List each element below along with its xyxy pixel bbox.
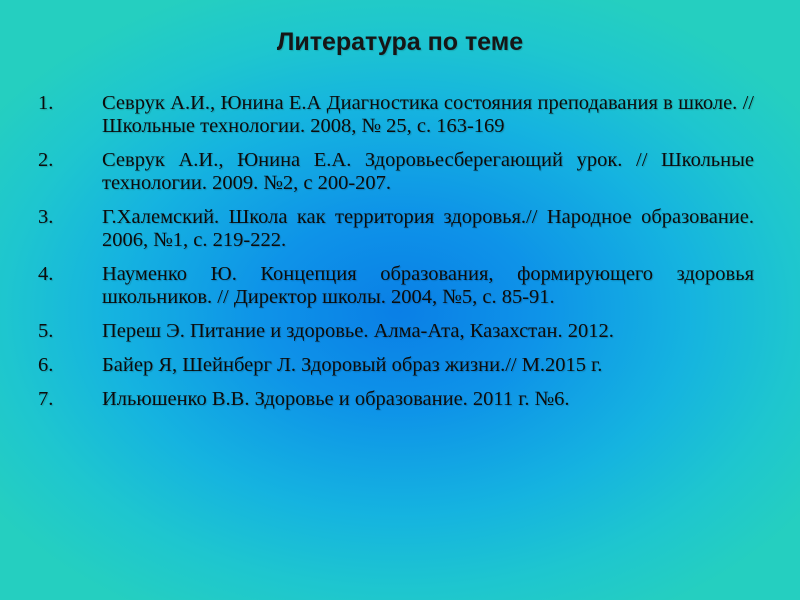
list-item (38, 263, 754, 309)
list-item-number: 1. (38, 92, 54, 114)
list-item (38, 320, 754, 343)
list-item-number: 3. (38, 206, 54, 228)
list-item-number: 2. (38, 149, 54, 171)
list-item-text: Науменко Ю. Концепция образования, формирующего здоровья школьников. // Директор школы. 2004, №5, с. 85-91. (102, 263, 754, 308)
list-item (38, 354, 754, 377)
list-item-number: 6. (38, 354, 54, 376)
list-item-text: Переш Э. Питание и здоровье. Алма-Ата, Казахстан. 2012. (102, 320, 614, 342)
list-item (38, 388, 754, 411)
list-item-text: Ильюшенко В.В. Здоровье и образование. 2011 г. №6. (102, 388, 570, 410)
list-item-number: 7. (38, 388, 54, 410)
list-item-text: Байер Я, Шейнберг Л. Здоровый образ жизни.// М.2015 г. (102, 354, 603, 376)
list-item (38, 92, 754, 138)
list-item-text: Севрук А.И., Юнина Е.А. Здоровьесберегающий урок. // Школьные технологии. 2009. №2, с 200-207. (102, 149, 754, 194)
list-item (38, 206, 754, 252)
list-item-number: 5. (38, 320, 54, 342)
list-item (38, 149, 754, 195)
list-item-text: Г.Халемский. Школа как территория здоровья.// Народное образование. 2006, №1, с. 219-222. (102, 206, 754, 251)
list-item-text: Севрук А.И., Юнина Е.А Диагностика состояния преподавания в школе. // Школьные технологии. 2008, № 25, с. 163-169 (102, 92, 754, 137)
reference-list (38, 92, 754, 422)
list-item-number: 4. (38, 263, 54, 285)
page-title: Литература по теме (276, 28, 524, 56)
